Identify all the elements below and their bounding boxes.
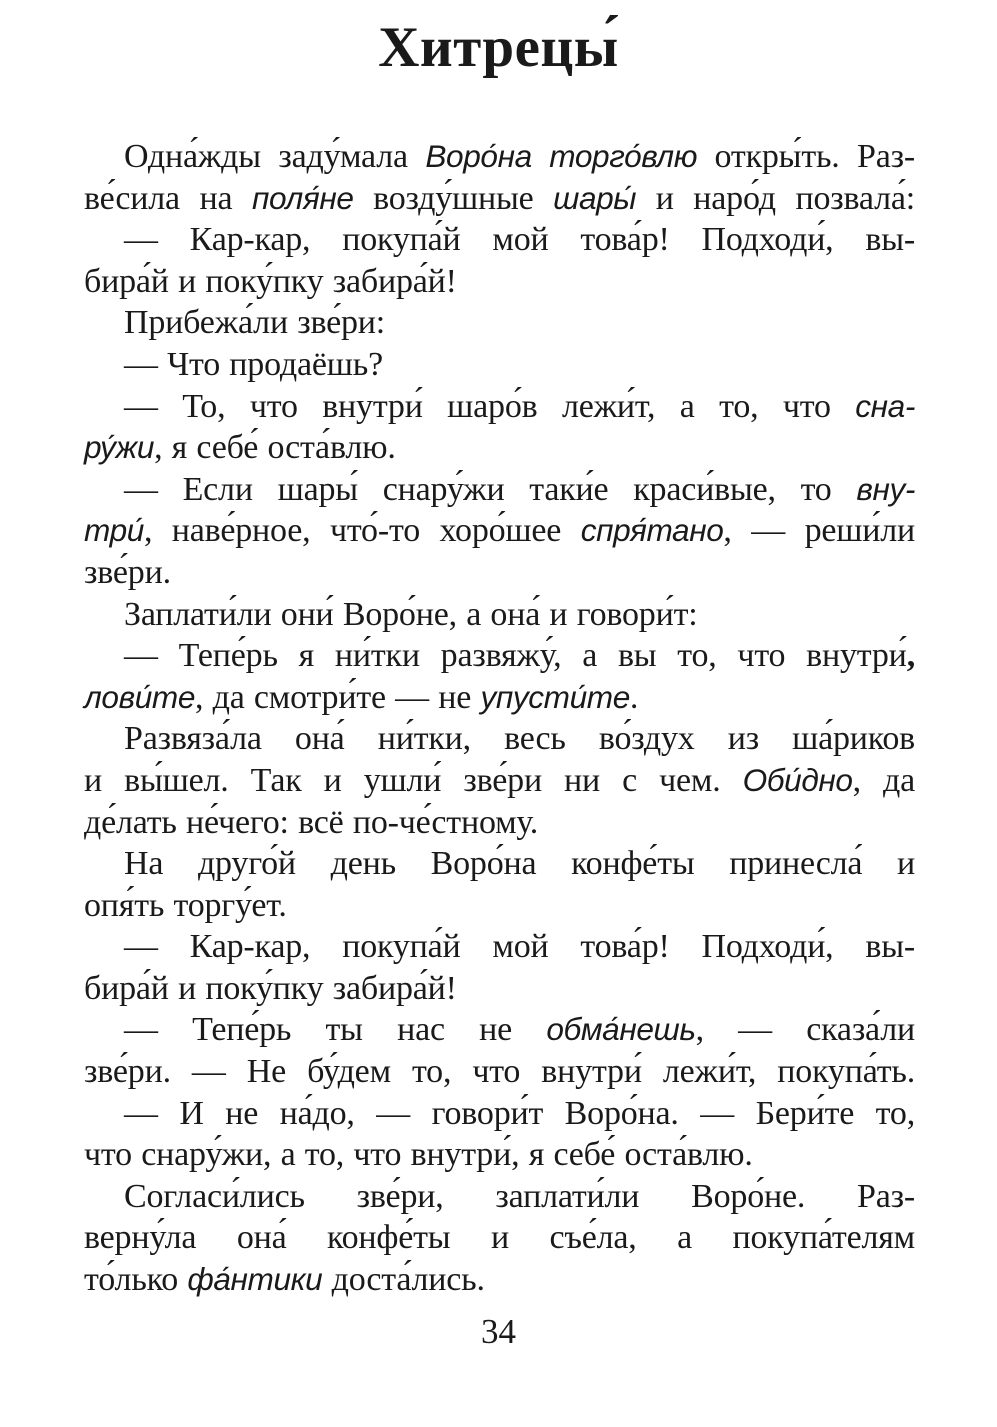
text-line <box>84 968 915 1010</box>
text-line <box>84 802 915 844</box>
text-run: — Если шары́ снару́жи таки́е краси́вые, то <box>124 470 857 508</box>
text-line <box>84 386 915 428</box>
text-run: — Тепе́рь я ни́тки развяжу́, а вы то, что внутри́ <box>124 637 907 675</box>
text-line <box>84 1134 915 1176</box>
text-run: , <box>906 637 915 675</box>
text-run: и вы́шел. Так и ушли́ зве́ри ни с чем. <box>84 761 743 799</box>
text-run: зве́ри. <box>84 553 171 591</box>
text-run: Согласи́лись зве́ри, заплати́ли Воро́не. Раз- <box>124 1177 915 1215</box>
text-run: — Что продаёшь? <box>124 345 383 383</box>
text-run: доста́лись. <box>322 1261 485 1299</box>
story-text <box>84 136 915 1301</box>
text-line <box>84 219 915 261</box>
emphasized-text: лови́те <box>84 678 195 715</box>
text-line <box>84 1176 915 1218</box>
text-line <box>84 760 915 802</box>
text-run: зве́ри. — Не бу́дем то, что внутри́ лежи́т, покупа́ть. <box>84 1053 915 1091</box>
text-run: ве́сила на <box>84 179 252 217</box>
text-line <box>84 635 915 677</box>
text-run: верну́ла она́ конфе́ты и съе́ла, а покупа́телям <box>84 1219 915 1257</box>
text-run: Одна́жды заду́мала <box>124 138 426 175</box>
text-run: откры́ть. Раз- <box>697 138 916 175</box>
text-line <box>84 552 915 594</box>
text-line <box>84 510 915 552</box>
text-line <box>84 136 915 178</box>
text-line <box>84 344 915 386</box>
text-run: — То, что внутри́ шаро́в лежи́т, а то, что <box>124 387 856 425</box>
emphasized-text: упусти́те <box>480 678 630 715</box>
text-line <box>84 677 915 719</box>
text-run: , — реши́ли <box>723 512 915 550</box>
text-run: опя́ть торгу́ет. <box>84 886 287 924</box>
text-run: что снару́жи, а то, что внутри́, я себе́ оста́влю. <box>84 1136 753 1174</box>
text-run: бира́й и поку́пку забира́й! <box>84 262 457 300</box>
text-run: — Тепе́рь ты нас не <box>124 1011 547 1049</box>
emphasized-text: вну- <box>856 470 915 507</box>
text-line <box>84 1051 915 1093</box>
text-line <box>84 1217 915 1259</box>
emphasized-text: три́ <box>84 512 144 549</box>
emphasized-text: поля́не <box>251 179 354 216</box>
emphasized-text: спря́тано <box>580 512 724 549</box>
emphasized-text: фа́нтики <box>187 1261 323 1298</box>
text-line <box>84 1093 915 1135</box>
text-line <box>84 885 915 927</box>
text-run: — И не на́до, — говори́т Воро́на. — Бери́те то, <box>124 1094 915 1132</box>
text-run: , я себе́ оста́влю. <box>154 429 396 467</box>
page-title: Хитрецы́ <box>378 16 619 79</box>
text-line <box>84 427 915 469</box>
text-line <box>84 1009 915 1051</box>
text-line <box>84 594 915 636</box>
text-run: , наве́рное, что́-то хоро́шее <box>143 512 581 550</box>
emphasized-text: сна- <box>855 387 915 424</box>
text-run: . <box>629 678 639 716</box>
text-run: и наро́д позвала́: <box>636 179 915 217</box>
text-run: Заплати́ли они́ Воро́не, а она́ и говори́т: <box>124 595 698 633</box>
text-run: бира́й и поку́пку забира́й! <box>84 969 457 1007</box>
text-line <box>84 469 915 511</box>
text-run: де́лать не́чего: всё по-че́стному. <box>84 803 539 841</box>
emphasized-text: ру́жи <box>84 429 155 466</box>
text-line <box>84 926 915 968</box>
text-line <box>84 843 915 885</box>
text-run: На друго́й день Воро́на конфе́ты принесла́ и <box>124 845 915 883</box>
text-line <box>84 261 915 303</box>
emphasized-text: обма́нешь <box>546 1011 696 1048</box>
text-line <box>84 178 915 220</box>
text-run: , — сказа́ли <box>695 1011 916 1049</box>
text-run: возду́шные <box>353 179 554 217</box>
text-line <box>84 302 915 344</box>
text-line <box>84 718 915 760</box>
page-number: 34 <box>481 1312 516 1351</box>
text-run: Развяза́ла она́ ни́тки, весь во́здух из ша́риков <box>124 720 915 758</box>
emphasized-text: Воро́на торго́влю <box>425 138 698 174</box>
text-line <box>84 1259 915 1301</box>
text-run: , да <box>852 761 915 799</box>
text-run: , да смотри́те — не <box>195 678 481 716</box>
emphasized-text: Оби́дно <box>742 761 853 798</box>
text-run: Прибежа́ли зве́ри: <box>124 304 386 342</box>
text-run: — Кар-кар, покупа́й мой това́р! Подходи́, вы- <box>124 928 915 966</box>
emphasized-text: шары́ <box>553 179 637 216</box>
text-run: — Кар-кар, покупа́й мой това́р! Подходи́, вы- <box>124 221 915 259</box>
text-run: то́лько <box>84 1261 188 1299</box>
